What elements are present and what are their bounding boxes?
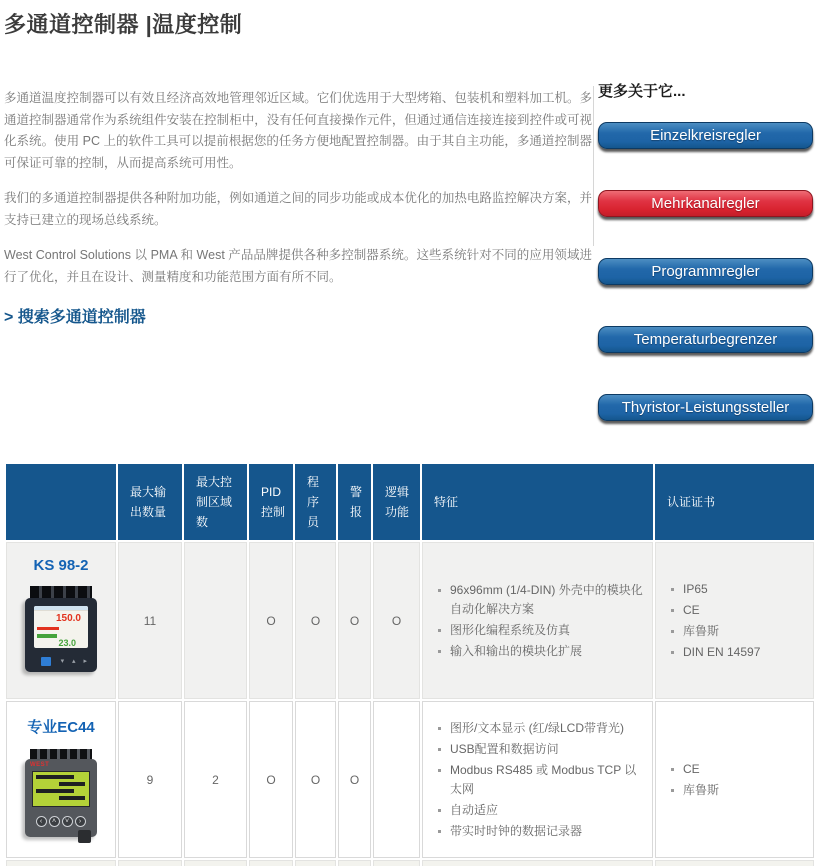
table-row [6, 542, 814, 699]
list-item: 库鲁斯 [668, 622, 805, 641]
list-item: 库鲁斯 [668, 781, 805, 800]
search-multichannel-controllers-link[interactable]: > 搜索多通道控制器 [4, 309, 146, 326]
product-cell [6, 542, 116, 699]
product-spec-table [4, 462, 816, 866]
partial-cell [295, 860, 336, 866]
table-header-cell-7: 特征 [422, 464, 653, 540]
list-item: 图形化编程系统及仿真 [435, 621, 644, 640]
list-item: 96x96mm (1/4-DIN) 外壳中的模块化自动化解决方案 [435, 581, 644, 619]
certification-list [668, 760, 805, 800]
sidebar-heading: 更多关于它... [598, 83, 686, 100]
device-screen: 150.0 23.0 [34, 606, 88, 648]
sidebar-button-mehrkanalregler[interactable]: Mehrkanalregler [598, 190, 813, 217]
feature-list-cell [422, 701, 653, 858]
partial-cell [655, 860, 814, 866]
partial-cell [338, 860, 371, 866]
table-row [6, 701, 814, 858]
certification-list-cell [655, 701, 814, 858]
device-corner-key [78, 830, 91, 843]
device-brand-logo: WEST [30, 762, 50, 768]
intro-paragraph-2: 我们的多通道控制器提供各种附加功能，例如通道之间的同步功能或成本优化的加热电路监控解决方案，并支持已建立的现场总线系统。 [4, 191, 592, 227]
spec-cell-max-outputs: 11 [118, 542, 182, 699]
column-divider [593, 86, 594, 246]
table-header-cell-8: 认证证书 [655, 464, 814, 540]
device-up-key: ˄ [49, 816, 60, 827]
list-item: USB配置和数据访问 [435, 740, 644, 759]
list-item: Modbus RS485 或 Modbus TCP 以太网 [435, 761, 644, 799]
table-header-cell-6: 逻辑功能 [373, 464, 420, 540]
partial-cell [249, 860, 293, 866]
partial-cell [184, 860, 247, 866]
ec44-product-photo[interactable] [21, 749, 101, 841]
table-row-partial [6, 860, 814, 866]
intro-section [4, 88, 592, 327]
list-item: 图形/文本显示 (红/绿LCD带背光) [435, 719, 644, 738]
device-blue-key [41, 657, 51, 666]
sidebar-buttons [598, 122, 817, 421]
spec-cell-programmer: O [295, 542, 336, 699]
table-header-row [6, 464, 814, 540]
sidebar-button-programmregler[interactable]: Programmregler [598, 258, 813, 285]
feature-list-cell [422, 542, 653, 699]
page-title: 多通道控制器 |温度控制 [4, 12, 243, 37]
table-header-cell-1: 最大输出数量 [118, 464, 182, 540]
device-right-key: › [75, 816, 86, 827]
sidebar [598, 80, 817, 462]
feature-list [435, 581, 644, 661]
certification-list [668, 580, 805, 662]
spec-cell-pid: O [249, 542, 293, 699]
certification-list-cell [655, 542, 814, 699]
device-front-panel: 150.0 23.0 ▾ ▴ ▸ [25, 598, 97, 672]
list-item: 输入和输出的模块化扩展 [435, 642, 644, 661]
product-cell [6, 701, 116, 858]
list-item: DIN EN 14597 [668, 643, 805, 662]
partial-cell [6, 860, 116, 866]
spec-cell-logic [373, 701, 420, 858]
spec-cell-alarm: O [338, 542, 371, 699]
spec-cell-pid: O [249, 701, 293, 858]
partial-cell [373, 860, 420, 866]
table-header-cell-2: 最大控制区域数 [184, 464, 247, 540]
list-item: CE [668, 601, 805, 620]
partial-cell [118, 860, 182, 866]
device-left-key: ‹ [36, 816, 47, 827]
spec-cell-programmer: O [295, 701, 336, 858]
table-body [6, 542, 814, 866]
spec-cell-max-outputs: 9 [118, 701, 182, 858]
ks-98-2-product-photo[interactable] [21, 586, 101, 678]
feature-list [435, 719, 644, 841]
device-lcd-screen [32, 771, 90, 807]
table-header-cell-5: 警报 [338, 464, 371, 540]
spec-cell-max-zones: 2 [184, 701, 247, 858]
spec-cell-alarm: O [338, 701, 371, 858]
sidebar-button-einzelkreisregler[interactable]: Einzelkreisregler [598, 122, 813, 149]
list-item: IP65 [668, 580, 805, 599]
spec-cell-logic: O [373, 542, 420, 699]
list-item: CE [668, 760, 805, 779]
list-item: 自动适应 [435, 801, 644, 820]
device-down-key: ˅ [62, 816, 73, 827]
table-header-cell-3: PID 控制 [249, 464, 293, 540]
spec-cell-max-zones [184, 542, 247, 699]
intro-paragraph-1: 多通道温度控制器可以有效且经济高效地管理邻近区域。它们优选用于大型烤箱、包装机和塑料加工机。多通道控制器通常作为系统组件安装在控制柜中，没有任何直接操作元件，但通过通信连接连接到控件或可视化系统。使用 PC 上的软件工具可以提前根据您的任务方便地配置控制器。由于其自主功能，多通道控制器可保证可靠的控制，从而提高系统可用性。 [4, 91, 592, 170]
list-item: 带实时时钟的数据记录器 [435, 822, 644, 841]
intro-paragraph-3: West Control Solutions 以 PMA 和 West 产品品牌提供各种多控制器系统。这些系统针对不同的应用领域进行了优化，并且在设计、测量精度和功能范围方面有所不同。 [4, 248, 592, 284]
device-front-panel [25, 759, 97, 837]
partial-cell [422, 860, 653, 866]
sidebar-button-temperaturbegrenzer[interactable]: Temperaturbegrenzer [598, 326, 813, 353]
table-header-cell-0 [6, 464, 116, 540]
table-header-cell-4: 程序员 [295, 464, 336, 540]
sidebar-button-thyristor-leistungssteller[interactable]: Thyristor-Leistungssteller [598, 394, 813, 421]
product-name-link[interactable]: KS 98-2 [33, 557, 89, 574]
product-name-link[interactable]: 专业EC44 [27, 719, 95, 736]
